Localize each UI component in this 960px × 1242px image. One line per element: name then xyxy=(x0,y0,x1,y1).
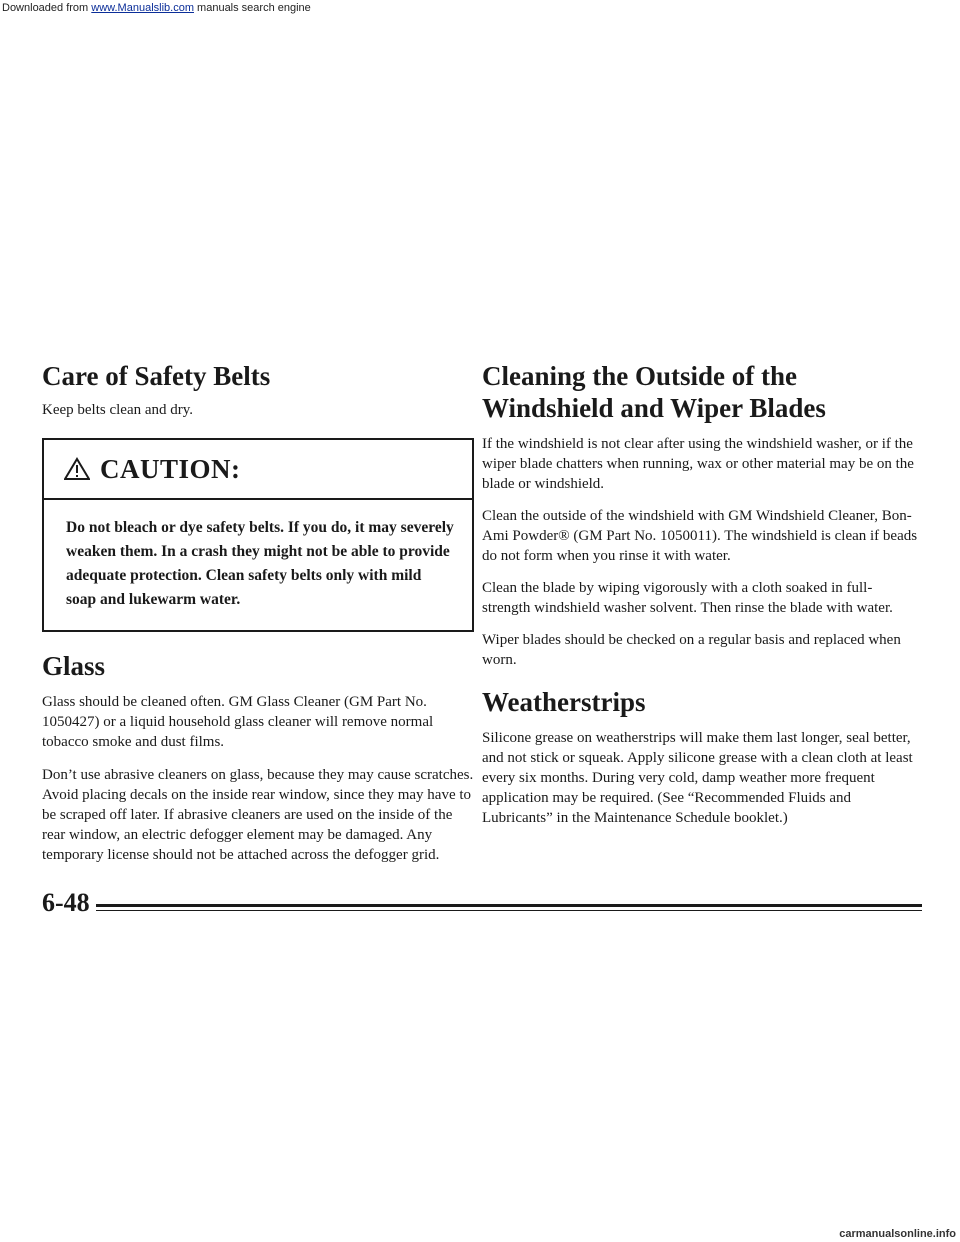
glass-paragraph-1: Glass should be cleaned often. GM Glass Cleaner (GM Part No. 1050427) or a liquid household glass cleaner will remove normal tobacco smoke and dust films. xyxy=(42,694,434,750)
care-heading: Care of Safety Belts xyxy=(42,361,271,391)
glass-section xyxy=(42,650,478,865)
warning-triangle-icon xyxy=(64,457,90,481)
footer-rule xyxy=(96,904,922,911)
right-column xyxy=(482,360,918,828)
caution-header xyxy=(44,440,472,500)
banner-suffix: manuals search engine xyxy=(197,2,311,14)
caution-box xyxy=(42,438,474,632)
windshield-paragraph-2: Clean the outside of the windshield with GM Windshield Cleaner, Bon-Ami Powder® (GM Part No. 1050011). The windshield is clean if beads do not form when you rinse it with water. xyxy=(482,508,918,564)
glass-heading: Glass xyxy=(42,651,106,681)
weatherstrips-paragraph: Silicone grease on weatherstrips will make them last longer, seal better, and not stick or squeak. Apply silicone grease with a clean cloth at least every six months. During very cold, damp weather more frequent application may be required. (See “Recommended Fluids and Lubricants” in the Maintenance Schedule booklet.) xyxy=(482,730,913,826)
windshield-paragraph-3: Clean the blade by wiping vigorously with a cloth soaked in full-strength windshield washer solvent. Then rinse the blade with water. xyxy=(482,580,893,616)
watermark: carmanualsonline.info xyxy=(839,1228,956,1240)
footer-rule-thick xyxy=(96,904,922,907)
banner-prefix: Downloaded from xyxy=(2,2,89,14)
caution-text: Do not bleach or dye safety belts. If you do, it may severely weaken them. In a crash they might not be able to provide adequate protection. Clean safety belts only with mild soap and lukewarm water. xyxy=(66,519,454,608)
page-number: 6-48 xyxy=(42,888,90,917)
caution-title: CAUTION: xyxy=(100,453,241,484)
footer-rule-thin xyxy=(96,910,922,911)
page-footer xyxy=(42,890,922,916)
left-column xyxy=(42,360,478,865)
windshield-paragraph-1: If the windshield is not clear after using the windshield washer, or if the wiper blade chatters when running, wax or other material may be on the blade or windshield. xyxy=(482,436,914,492)
windshield-paragraph-4: Wiper blades should be checked on a regular basis and replaced when worn. xyxy=(482,632,901,668)
manualslib-link[interactable]: www.Manualslib.com xyxy=(91,2,194,14)
windshield-heading: Cleaning the Outside of the Windshield and Wiper Blades xyxy=(482,361,826,423)
care-text: Keep belts clean and dry. xyxy=(42,402,194,418)
glass-paragraph-2: Don’t use abrasive cleaners on glass, because they may cause scratches. Avoid placing decals on the inside rear window, since they may have to be scraped off later. If abrasive cleaners are used on the inside of the rear window, an electric defogger element may be damaged. Any temporary license should not be attached across the defogger grid. xyxy=(42,767,474,863)
download-banner xyxy=(0,0,960,16)
weatherstrips-heading: Weatherstrips xyxy=(482,687,646,717)
